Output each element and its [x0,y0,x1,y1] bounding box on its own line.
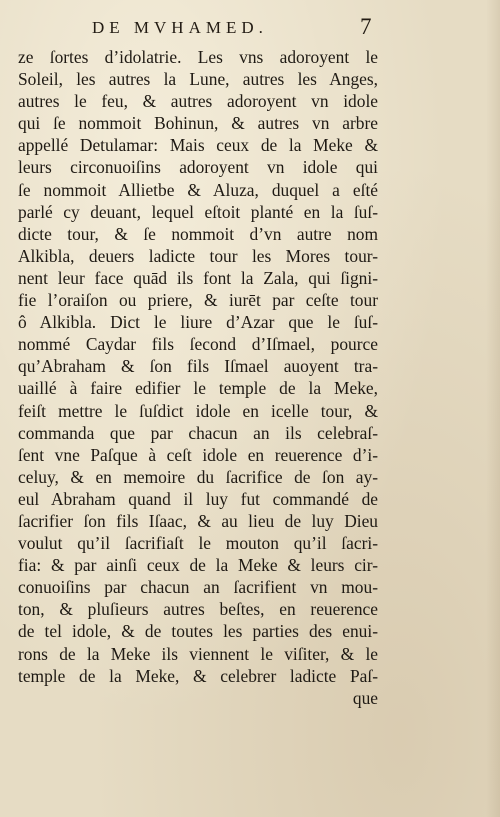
text-line: fie l’oraiſon ou priere, & iurēt par ceſte tour [18,290,378,311]
body-text [18,46,378,709]
text-line: qu’Abraham & ſon fils Iſmael auoyent tra- [18,356,378,377]
text-line: rons de la Meke ils viennent le viſiter, & le [18,643,378,664]
text-line: Soleil, les autres la Lune, autres les Anges, [18,69,378,90]
text-line: conuoiſins par chacun an ſacrifient vn mou- [18,577,378,598]
text-line: ô Alkibla. Dict le liure d’Azar que le ſuſ- [18,312,378,333]
text-line: voulut qu’il ſacrifiaſt le mouton qu’il ſacri- [18,533,378,554]
text-line: ſe nommoit Allietbe & Aluza, duquel a eſté [18,179,378,200]
text-line: qui ſe nommoit Bohinun, & autres vn arbre [18,113,378,134]
catchword: que [352,687,378,708]
text-line: nommé Caydar fils ſecond d’Iſmael, pource [18,334,378,355]
text-line: ton, & pluſieurs autres beſtes, en reuerence [18,599,378,620]
text-line: celuy, & en memoire du ſacrifice de ſon ay- [18,466,378,487]
text-line: appellé Detulamar: Mais ceux de la Meke & [18,135,378,156]
text-line: eul Abraham quand il luy fut commandé de [18,488,378,509]
text-line: commanda que par chacun an ils celebraſ- [18,422,378,443]
text-line: temple de la Meke, & celebrer ladicte Paſ- [18,665,378,686]
text-line: ſacrifier ſon fils Iſaac, & au lieu de luy Dieu [18,510,378,531]
text-line: dicte tour, & ſe nommoit d’vn autre nom [18,223,378,244]
text-line: de tel idole, & de toutes les parties des enui- [18,621,378,642]
text-line: autres le feu, & autres adoroyent vn idole [18,91,378,112]
text-line: nent leur face quād ils font la Zala, qui ſigni- [18,267,378,288]
text-line: feiſt mettre le ſuſdict idole en icelle tour, & [18,400,378,421]
text-line: uaillé à faire edifier le temple de la Meke, [18,378,378,399]
text-line: ſent vne Paſque à ceſt idole en reuerence d’i- [18,444,378,465]
text-line: Alkibla, deuers ladicte tour les Mores tour- [18,245,378,266]
running-head: DE MVHAMED. [92,18,268,37]
text-line: ze ſortes d’idolatrie. Les vns adoroyent le [18,47,378,67]
page-header [0,14,500,42]
text-line: fia: & par ainſi ceux de la Meke & leurs cir- [18,555,378,576]
page-edge-shadow [486,0,500,817]
text-line: leurs circonuoiſins adoroyent vn idole qui [18,157,378,178]
page-number: 7 [360,14,372,39]
text-line: parlé cy deuant, lequel eſtoit planté en la ſuſ- [18,201,378,222]
